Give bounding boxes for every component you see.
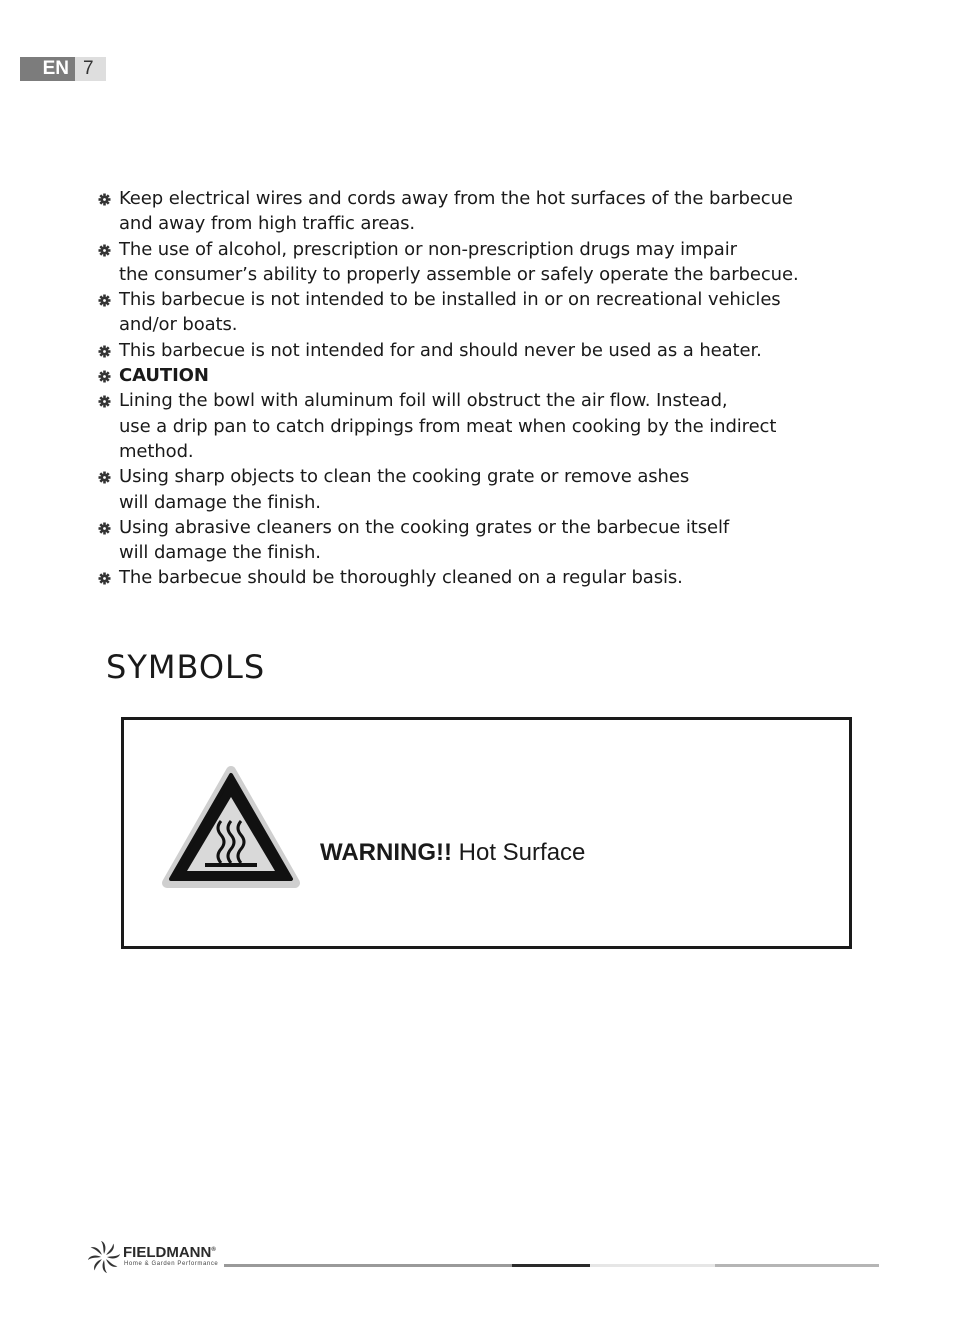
bullet-gear-icon bbox=[98, 345, 111, 358]
bullet-gear-icon bbox=[98, 395, 111, 408]
bullet-gear-icon bbox=[98, 244, 111, 257]
warning-description: Hot Surface bbox=[458, 839, 586, 866]
list-item bbox=[98, 287, 858, 338]
page-number: 7 bbox=[75, 57, 106, 81]
list-item-line: This barbecue is not intended for and should never be used as a heater. bbox=[119, 339, 762, 361]
list-item bbox=[98, 565, 858, 590]
list-item-line: The use of alcohol, prescription or non-prescription drugs may impair bbox=[119, 238, 737, 260]
footer-line bbox=[590, 1264, 715, 1267]
list-item-line: Using sharp objects to clean the cooking grate or remove ashes bbox=[119, 466, 690, 488]
list-item-line: Using abrasive cleaners on the cooking grates or the barbecue itself bbox=[119, 516, 730, 538]
list-item-line: and away from high traffic areas. bbox=[119, 213, 416, 235]
list-item-line: use a drip pan to catch drippings from meat when cooking by the indirect bbox=[119, 415, 777, 437]
footer-logo bbox=[87, 1240, 223, 1276]
list-item-line: Lining the bowl with aluminum foil will obstruct the air flow. Instead, bbox=[119, 390, 728, 412]
footer-line bbox=[224, 1264, 512, 1267]
bullet-gear-icon bbox=[98, 294, 111, 307]
list-item bbox=[98, 237, 858, 288]
hot-surface-warning-icon bbox=[161, 765, 301, 891]
footer-line bbox=[512, 1264, 590, 1267]
fieldmann-flower-logo bbox=[87, 1240, 121, 1274]
list-item-line: The barbecue should be thoroughly cleaned on a regular basis. bbox=[119, 567, 683, 589]
list-item bbox=[98, 515, 858, 566]
safety-list bbox=[98, 186, 858, 591]
warning-label: WARNING!! bbox=[320, 839, 452, 866]
list-item-line: CAUTION bbox=[119, 365, 209, 387]
bullet-gear-icon bbox=[98, 193, 111, 206]
brand-tagline: Home & Garden Performance bbox=[124, 1261, 219, 1267]
list-item bbox=[98, 464, 858, 515]
section-title: SYMBOLS bbox=[106, 648, 266, 686]
warning-text bbox=[320, 839, 585, 867]
list-item-line: method. bbox=[119, 440, 194, 462]
symbol-box bbox=[121, 717, 852, 949]
page-tab bbox=[20, 57, 106, 81]
list-item-line: Keep electrical wires and cords away from the hot surfaces of the barbecue bbox=[119, 188, 793, 209]
brand-name: FIELDMANN® bbox=[123, 1244, 216, 1261]
list-item-line: will damage the finish. bbox=[119, 491, 321, 513]
list-item bbox=[98, 363, 858, 388]
footer-line bbox=[715, 1264, 879, 1267]
bullet-gear-icon bbox=[98, 522, 111, 535]
list-item-line: will damage the finish. bbox=[119, 542, 321, 564]
bullet-gear-icon bbox=[98, 370, 111, 383]
list-item bbox=[98, 338, 858, 363]
bullet-gear-icon bbox=[98, 572, 111, 585]
list-item-line: This barbecue is not intended to be installed in or on recreational vehicles bbox=[119, 289, 781, 311]
list-item bbox=[98, 388, 858, 464]
list-item bbox=[98, 186, 858, 237]
list-item-line: the consumer’s ability to properly assemble or safely operate the barbecue. bbox=[119, 263, 799, 285]
bullet-gear-icon bbox=[98, 471, 111, 484]
language-label: EN bbox=[20, 57, 75, 81]
list-item-line: and/or boats. bbox=[119, 314, 238, 336]
